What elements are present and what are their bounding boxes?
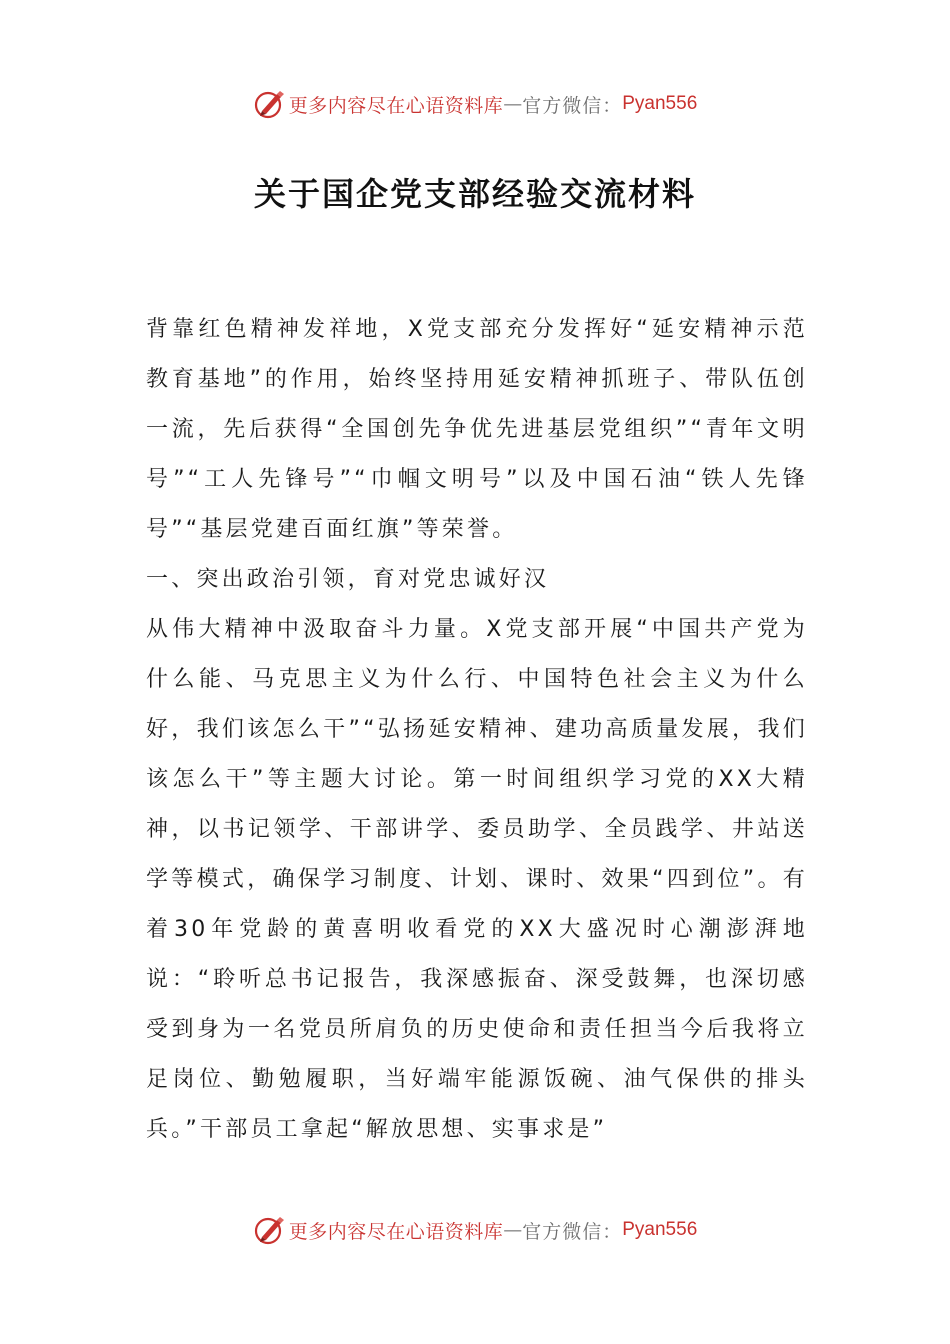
section-1-paragraph: 从伟大精神中汲取奋斗力量。X党支部开展“中国共产党为什么能、马克思主义为什么行、中国特色社会主义为什么好，我们该怎么干”“弘扬延安精神、建功高质量发展，我们该怎么干”等主题大讨论。第一时间组织学习党的XX大精神，以书记领学、干部讲学、委员助学、全员践学、井站送学等模式，确保学习制度、计划、课时、效果“四到位”。有着30年党龄的黄喜明收看党的XX大盛况时心潮澎湃地说：“聆听总书记报告，我深感振奋、深受鼓舞，也深切感受到身为一名党员所肩负的历史使命和责任担当今后我将立足岗位、勤勉履职，当好端牢能源饭碗、油气保供的排头兵。”干部员工拿起“解放思想、实事求是” xyxy=(146,617,808,1142)
intro-paragraph: 背靠红色精神发祥地，X党支部充分发挥好“延安精神示范教育基地”的作用，始终坚持用延安精神抓班子、带队伍创一流，先后获得“全国创先争优先进基层党组织”“青年文明号”“工人先锋号”“巾帼文明号”以及中国石油“铁人先锋号”“基层党建百面红旗”等荣誉。 xyxy=(146,317,808,542)
section-heading-1: 一、突出政治引领，育对党忠诚好汉 xyxy=(146,567,550,592)
banner-wechat-handle: Pyan556 xyxy=(622,93,698,114)
banner-brand-text: 更多内容尽在心语资料库 xyxy=(288,1220,504,1243)
banner-wechat-handle: Pyan556 xyxy=(622,1219,698,1240)
pen-logo-icon xyxy=(253,87,287,121)
pen-logo-icon xyxy=(253,1213,287,1247)
document-title: 关于国企党支部经验交流材料 xyxy=(253,175,696,213)
banner-contact-label: 官方微信： xyxy=(522,1220,623,1243)
banner-brand-text: 更多内容尽在心语资料库 xyxy=(288,94,504,117)
banner-dash: — xyxy=(503,1219,523,1241)
banner-dash: — xyxy=(503,93,523,115)
banner-contact-label: 官方微信： xyxy=(522,94,623,117)
header-watermark-banner xyxy=(0,84,950,124)
footer-watermark-banner xyxy=(0,1210,950,1250)
document-body xyxy=(146,305,808,1155)
